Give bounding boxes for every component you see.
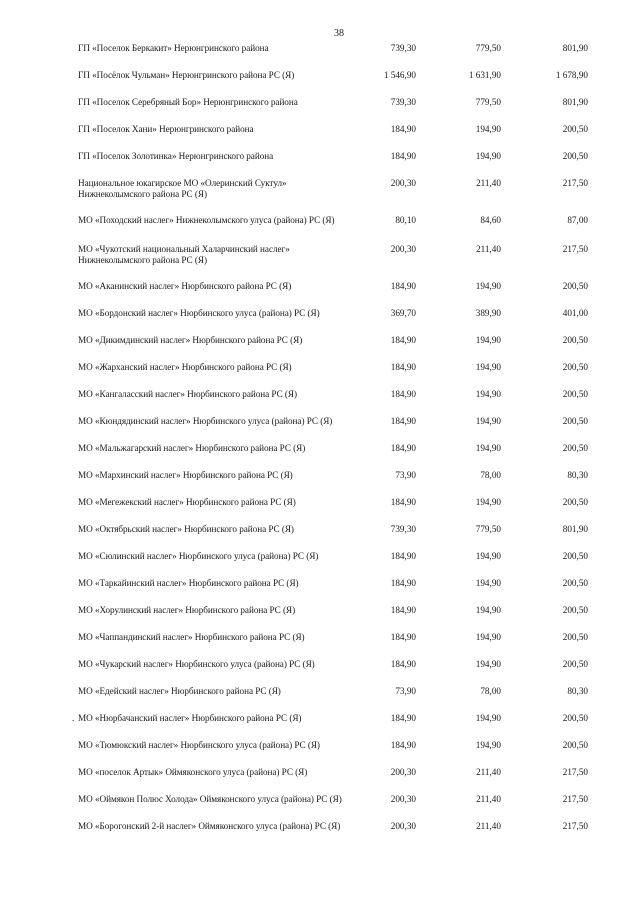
table-row xyxy=(0,94,640,121)
table-row xyxy=(0,278,640,305)
value-col-1: 80,10 xyxy=(395,215,416,225)
value-col-3: 80,30 xyxy=(567,686,588,696)
value-col-2: 211,40 xyxy=(476,767,501,777)
municipality-name: МО «поселок Артык» Оймяконского улуса (района) РС (Я) xyxy=(78,767,308,777)
table-row xyxy=(0,818,640,845)
value-col-1: 184,90 xyxy=(390,632,416,642)
value-col-3: 200,50 xyxy=(562,389,588,399)
table-row xyxy=(0,413,640,440)
table-row xyxy=(0,521,640,548)
table-row xyxy=(0,791,640,818)
value-col-3: 200,50 xyxy=(562,497,588,507)
value-col-3: 200,50 xyxy=(562,335,588,345)
value-col-3: 217,50 xyxy=(562,178,588,188)
value-col-1: 1 546,90 xyxy=(383,70,416,80)
table-row xyxy=(0,40,640,67)
municipality-name: МО «Чукарский наслег» Нюрбинского улуса (района) РС (Я) xyxy=(78,659,315,669)
table-row xyxy=(0,602,640,629)
stray-mark: . xyxy=(72,713,75,723)
value-col-3: 200,50 xyxy=(562,124,588,134)
value-col-2: 78,00 xyxy=(480,470,501,480)
value-col-2: 194,90 xyxy=(475,632,501,642)
municipality-name: МО «Мархинский наслег» Нюрбинского района РС (Я) xyxy=(78,470,293,480)
value-col-1: 200,30 xyxy=(390,178,416,188)
table-row xyxy=(0,440,640,467)
municipality-name: МО «Походский наслег» Нижнеколымского улуса (района) РС (Я) xyxy=(78,215,335,225)
municipality-name: ГП «Посёлок Чульман» Нерюнгринского района РС (Я) xyxy=(78,70,295,80)
value-col-1: 184,90 xyxy=(390,713,416,723)
value-col-3: 200,50 xyxy=(562,443,588,453)
value-col-2: 194,90 xyxy=(475,578,501,588)
value-col-1: 184,90 xyxy=(390,416,416,426)
value-col-3: 217,50 xyxy=(562,794,588,804)
value-col-1: 184,90 xyxy=(390,497,416,507)
value-col-1: 184,90 xyxy=(390,659,416,669)
table-row xyxy=(0,212,640,241)
table-row xyxy=(0,241,640,278)
value-col-3: 801,90 xyxy=(562,524,588,534)
municipality-name: МО «Дикимдинский наслег» Нюрбинского района РС (Я) xyxy=(78,335,303,345)
value-col-1: 73,90 xyxy=(395,686,416,696)
table-row xyxy=(0,683,640,710)
value-col-2: 779,50 xyxy=(475,524,501,534)
budget-table xyxy=(0,40,640,845)
value-col-3: 200,50 xyxy=(562,281,588,291)
value-col-3: 200,50 xyxy=(562,151,588,161)
value-col-1: 184,90 xyxy=(390,551,416,561)
municipality-name: МО «Октябрьский наслег» Нюрбинского района РС (Я) xyxy=(78,524,294,534)
value-col-2: 194,90 xyxy=(475,497,501,507)
municipality-name: ГП «Поселок Хани» Нерюнгринского района xyxy=(78,124,254,134)
value-col-1: 369,70 xyxy=(390,308,416,318)
value-col-3: 801,90 xyxy=(562,43,588,53)
table-row xyxy=(0,656,640,683)
table-row xyxy=(0,359,640,386)
value-col-2: 194,90 xyxy=(475,281,501,291)
value-col-1: 200,30 xyxy=(390,821,416,831)
value-col-1: 73,90 xyxy=(395,470,416,480)
value-col-3: 200,50 xyxy=(562,551,588,561)
value-col-2: 78,00 xyxy=(480,686,501,696)
value-col-3: 200,50 xyxy=(562,362,588,372)
value-col-3: 1 678,90 xyxy=(555,70,588,80)
value-col-3: 200,50 xyxy=(562,416,588,426)
table-row xyxy=(0,548,640,575)
municipality-name: МО «Едейский наслег» Нюрбинского района РС (Я) xyxy=(78,686,281,696)
value-col-3: 217,50 xyxy=(562,767,588,777)
value-col-2: 211,40 xyxy=(476,178,501,188)
table-row xyxy=(0,386,640,413)
table-row xyxy=(0,575,640,602)
municipality-name: МО «Аканинский наслег» Нюрбинского района РС (Я) xyxy=(78,281,292,291)
table-row xyxy=(0,764,640,791)
table-row xyxy=(0,175,640,212)
municipality-name: ГП «Поселок Беркакит» Нерюнгринского района xyxy=(78,43,269,53)
municipality-name: МО «Жарханский наслег» Нюрбинского района РС (Я) xyxy=(78,362,292,372)
value-col-2: 779,50 xyxy=(475,43,501,53)
value-col-2: 211,40 xyxy=(476,794,501,804)
value-col-3: 200,50 xyxy=(562,632,588,642)
page-number: 38 xyxy=(334,28,344,39)
value-col-1: 200,30 xyxy=(390,244,416,254)
value-col-2: 194,90 xyxy=(475,124,501,134)
table-row xyxy=(0,494,640,521)
municipality-name: МО «Мальжагарский наслег» Нюрбинского района РС (Я) xyxy=(78,443,306,453)
value-col-2: 194,90 xyxy=(475,605,501,615)
municipality-name: МО «Кюндядинский наслег» Нюрбинского улуса (района) РС (Я) xyxy=(78,416,333,426)
table-row xyxy=(0,67,640,94)
municipality-name: МО «Борогонский 2-й наслег» Оймяконского улуса (района) РС (Я) xyxy=(78,821,341,831)
municipality-name: МО «Кангаласский наслег» Нюрбинского района РС (Я) xyxy=(78,389,297,399)
value-col-2: 389,90 xyxy=(475,308,501,318)
value-col-1: 200,30 xyxy=(390,767,416,777)
table-row xyxy=(0,467,640,494)
value-col-2: 1 631,90 xyxy=(468,70,501,80)
municipality-name: ГП «Поселок Золотинка» Нерюнгринского района xyxy=(78,151,274,161)
table-row xyxy=(0,332,640,359)
table-row xyxy=(0,305,640,332)
value-col-2: 211,40 xyxy=(476,244,501,254)
municipality-name: МО «Чукотский национальный Халарчинский наслег» Нижнеколымского района РС (Я) xyxy=(78,244,290,265)
value-col-1: 184,90 xyxy=(390,389,416,399)
value-col-2: 211,40 xyxy=(476,821,501,831)
value-col-1: 184,90 xyxy=(390,443,416,453)
value-col-1: 739,30 xyxy=(390,97,416,107)
value-col-1: 184,90 xyxy=(390,362,416,372)
value-col-1: 184,90 xyxy=(390,151,416,161)
municipality-name: МО «Оймякон Полюс Холода» Оймяконского улуса (района) РС (Я) xyxy=(78,794,342,804)
value-col-3: 200,50 xyxy=(562,713,588,723)
value-col-2: 194,90 xyxy=(475,740,501,750)
municipality-name: МО «Нюрбачанский наслег» Нюрбинского района РС (Я) xyxy=(78,713,302,723)
value-col-2: 194,90 xyxy=(475,659,501,669)
value-col-3: 217,50 xyxy=(562,244,588,254)
value-col-1: 184,90 xyxy=(390,335,416,345)
municipality-name: МО «Бордонский наслег» Нюрбинского улуса (района) РС (Я) xyxy=(78,308,320,318)
municipality-name: ГП «Поселок Серебряный Бор» Нерюнгринского района xyxy=(78,97,298,107)
value-col-3: 200,50 xyxy=(562,578,588,588)
table-row xyxy=(0,710,640,737)
municipality-name: МО «Тюмюкский наслег» Нюрбинского улуса (района) РС (Я) xyxy=(78,740,320,750)
value-col-1: 184,90 xyxy=(390,740,416,750)
municipality-name: Национальное юкагирское МО «Олеринский Суктул» Нижнеколымского района РС (Я) xyxy=(78,178,287,199)
table-row xyxy=(0,629,640,656)
value-col-1: 739,30 xyxy=(390,524,416,534)
value-col-1: 184,90 xyxy=(390,124,416,134)
value-col-1: 739,30 xyxy=(390,43,416,53)
value-col-2: 194,90 xyxy=(475,713,501,723)
value-col-2: 194,90 xyxy=(475,362,501,372)
value-col-3: 80,30 xyxy=(567,470,588,480)
value-col-1: 184,90 xyxy=(390,605,416,615)
value-col-2: 84,60 xyxy=(480,215,501,225)
value-col-3: 200,50 xyxy=(562,605,588,615)
municipality-name: МО «Мегежекский наслег» Нюрбинского района РС (Я) xyxy=(78,497,296,507)
table-row xyxy=(0,121,640,148)
value-col-2: 194,90 xyxy=(475,551,501,561)
municipality-name: МО «Хорулинский наслег» Нюрбинского района РС (Я) xyxy=(78,605,296,615)
value-col-2: 194,90 xyxy=(475,151,501,161)
value-col-2: 194,90 xyxy=(475,389,501,399)
value-col-1: 184,90 xyxy=(390,578,416,588)
value-col-2: 779,50 xyxy=(475,97,501,107)
value-col-3: 200,50 xyxy=(562,659,588,669)
value-col-3: 801,90 xyxy=(562,97,588,107)
value-col-2: 194,90 xyxy=(475,416,501,426)
municipality-name: МО «Таркайинский наслег» Нюрбинского района РС (Я) xyxy=(78,578,299,588)
value-col-2: 194,90 xyxy=(475,335,501,345)
value-col-1: 184,90 xyxy=(390,281,416,291)
table-row xyxy=(0,737,640,764)
value-col-3: 200,50 xyxy=(562,740,588,750)
value-col-1: 200,30 xyxy=(390,794,416,804)
value-col-3: 87,00 xyxy=(567,215,588,225)
value-col-2: 194,90 xyxy=(475,443,501,453)
municipality-name: МО «Чаппандинский наслег» Нюрбинского района РС (Я) xyxy=(78,632,305,642)
value-col-3: 401,00 xyxy=(562,308,588,318)
table-row xyxy=(0,148,640,175)
value-col-3: 217,50 xyxy=(562,821,588,831)
municipality-name: МО «Сюлинский наслег» Нюрбинского улуса (района) РС (Я) xyxy=(78,551,319,561)
